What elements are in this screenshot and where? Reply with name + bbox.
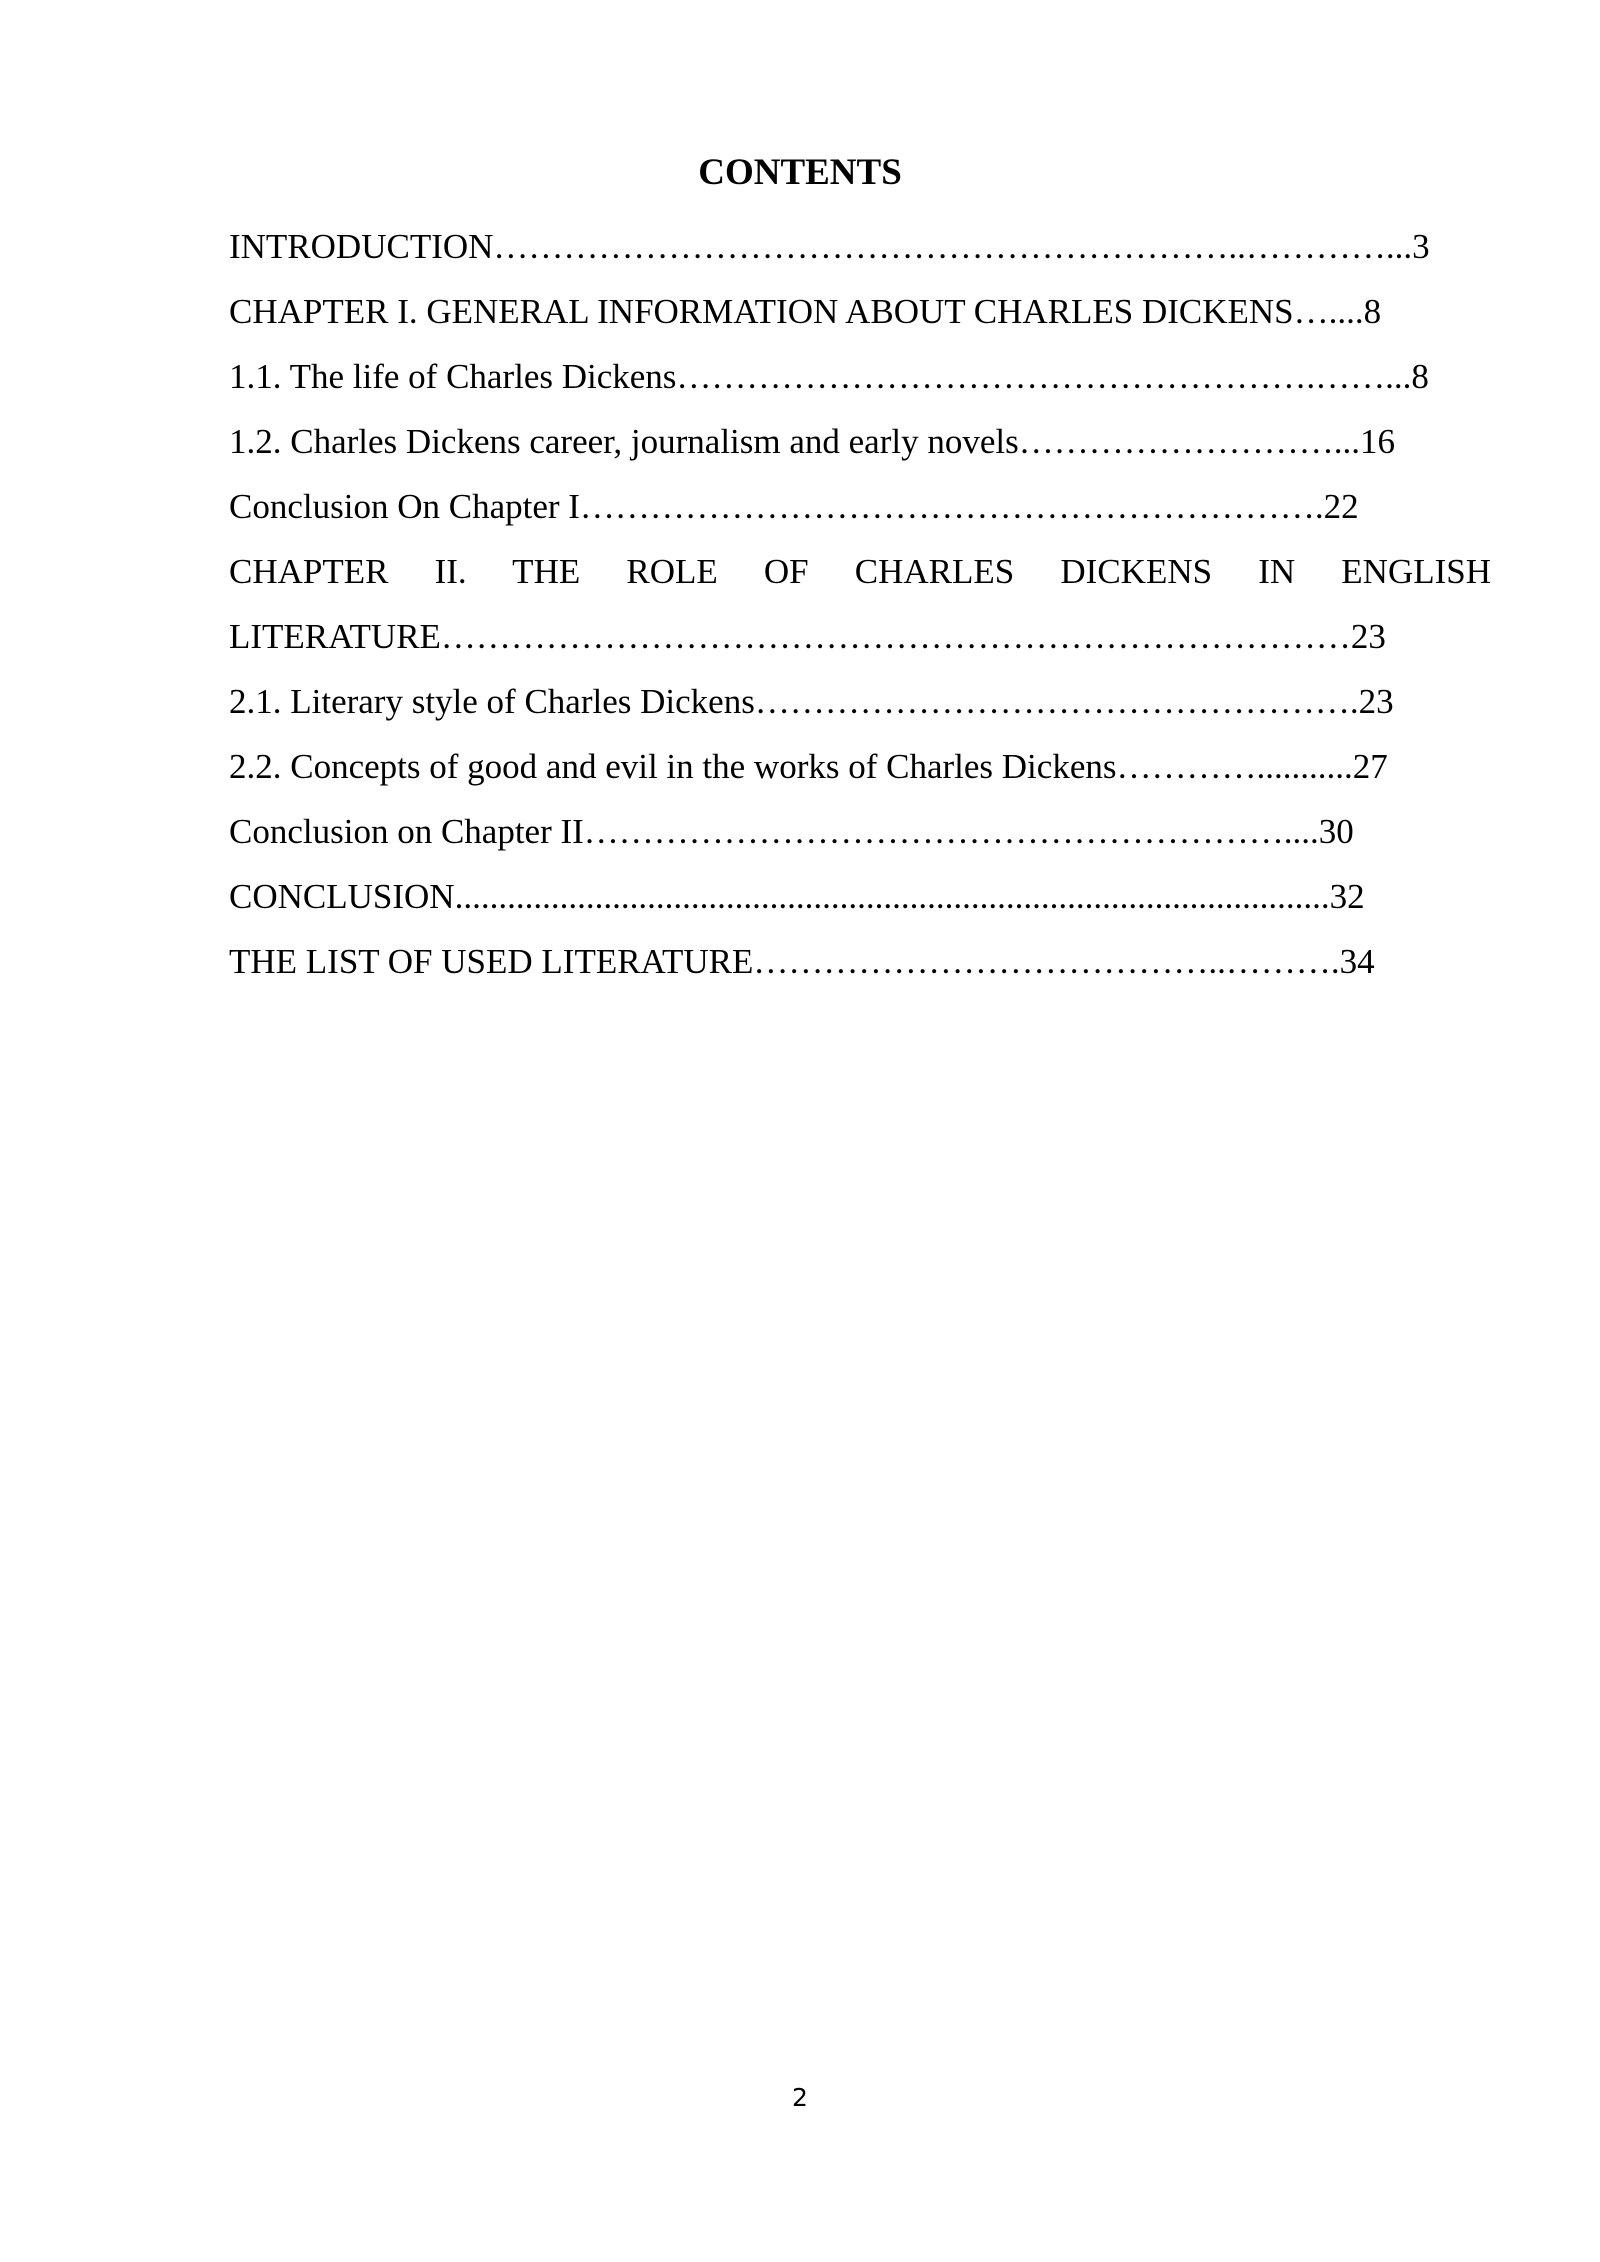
- toc-entry-conclusion-chapter-2: Conclusion on Chapter II……………………………………………………....30: [229, 812, 1354, 851]
- toc-entry-chapter-1: CHAPTER I. GENERAL INFORMATION ABOUT CHARLES DICKENS…....8: [229, 292, 1382, 331]
- contents-heading: CONTENTS: [698, 152, 902, 193]
- toc-entry-introduction: INTRODUCTION………………………………………………………..…………...3: [229, 227, 1430, 266]
- toc-entry-section-2-1: 2.1. Literary style of Charles Dickens…………………………………………….23: [229, 682, 1394, 721]
- toc-entry-section-2-2: 2.2. Concepts of good and evil in the works of Charles Dickens…………...........27: [229, 747, 1388, 786]
- toc-entry-chapter-2-continued: LITERATURE……………………………………………………………………23: [229, 617, 1386, 656]
- toc-entry-chapter-2: CHAPTER II. THE ROLE OF CHARLES DICKENS IN ENGLISH: [229, 552, 1491, 591]
- page-number: 2: [792, 2083, 808, 2112]
- toc-entry-section-1-2: 1.2. Charles Dickens career, journalism and early novels………………………...16: [229, 422, 1395, 461]
- toc-entry-conclusion: CONCLUSION....................................................................................................32: [229, 877, 1365, 916]
- toc-entry-conclusion-chapter-1: Conclusion On Chapter I……………………………………………………….22: [229, 487, 1359, 526]
- table-of-contents: [229, 214, 1491, 994]
- toc-entry-section-1-1: 1.1. The life of Charles Dickens……………………………………………….……...8: [229, 357, 1429, 396]
- toc-entry-used-literature: THE LIST OF USED LITERATURE…………………………………..……….34: [229, 942, 1375, 981]
